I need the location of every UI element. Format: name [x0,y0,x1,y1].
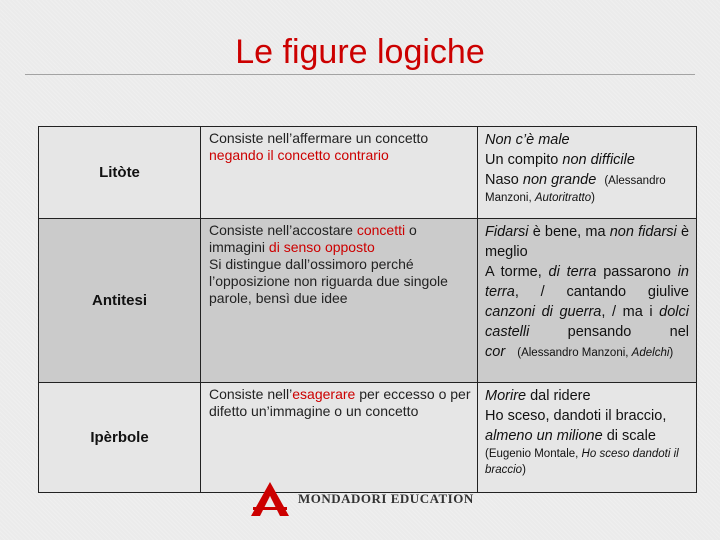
example-text: canzoni di guerra [485,304,602,320]
example-text: è bene, ma [528,224,610,240]
example-text: di terra [548,264,597,280]
example-text: non difficile [562,152,635,168]
example-text: è meglio [485,224,690,260]
term-label: Litòte [99,164,140,181]
title-divider [25,74,695,75]
term-label: Ipèrbole [90,429,149,446]
definition-cell [201,219,478,383]
citation [517,347,673,359]
definition-paragraph [209,222,471,256]
example-text: pensando nel [529,324,689,340]
example-cell [478,219,697,383]
example-text: Un compito [485,152,563,168]
term-cell [39,127,201,219]
example-line [485,130,689,150]
citation-text: (Alessandro Manzoni, [517,347,632,359]
definition-text: Consiste nell’ [209,386,293,402]
example-cell [478,383,697,493]
example-text: cor [485,344,506,360]
definition-paragraph: Si distingue dall’ossimoro perché l’opposizione non riguarda due singole parole, bensì due idee [209,256,448,306]
example-paragraph [485,222,689,262]
example-text: dolci castelli [485,304,689,340]
citation [485,190,689,206]
page-title: Le figure logiche [235,33,485,71]
citation-text: ) [669,347,674,359]
example-line [485,150,689,170]
example-text: Fidarsi [485,224,529,240]
citation-text: (Alessandro [604,175,666,187]
example-text: in terra [485,264,689,300]
definition-text: Consiste nell’accostare [209,222,357,238]
example-text: almeno un milione [485,428,603,444]
example-line [485,386,689,406]
definition-highlight: esagerare [292,386,356,402]
example-text: A torme, [485,264,549,280]
example-text: , / ma i [601,304,660,320]
table-row-litote [39,127,697,219]
citation [485,446,689,478]
citation-text: ) [591,192,595,204]
example-text: Naso [485,172,523,188]
definition-cell [201,383,478,493]
citation-text: (Eugenio Montale, [485,448,582,460]
example-line [485,426,689,446]
example-text: Non c’è male [485,132,570,148]
example-text: , / cantando giulive [514,284,689,300]
figures-table [38,126,697,493]
definition-text: Consiste nell’affermare un concetto [209,130,429,146]
definition-cell [201,127,478,219]
example-line: Ho sceso, dandoti il braccio, [485,408,667,424]
citation-work: Adelchi [631,347,670,359]
term-label: Antitesi [91,292,147,309]
definition-highlight: concetti [356,222,406,238]
mondadori-a-logo-icon [250,481,290,517]
example-text: non grande [522,172,597,188]
citation-text: ) [522,464,526,476]
citation-text: Manzoni, [485,192,535,204]
definition-highlight: negando il concetto contrario [209,147,389,163]
example-paragraph [485,262,689,362]
definition-highlight: di senso opposto [268,239,375,255]
example-text: passarono [596,264,678,280]
term-cell [39,219,201,383]
example-text: Morire [485,388,527,404]
example-text: dal ridere [526,388,591,404]
definition-text: o immagini [209,222,417,255]
table-row-iperbole [39,383,697,493]
citation-work: Ho sceso dandoti il braccio [485,448,679,476]
citation-work: Autoritratto [534,192,592,204]
example-text: non fidarsi [609,224,677,240]
definition-text: per eccesso o per difetto un’immagine o un concetto [209,386,471,419]
publisher-logo [250,480,474,518]
example-text: di scale [602,428,656,444]
publisher-name: MONDADORI EDUCATION [298,491,474,506]
table-row-antitesi [39,219,697,383]
example-line [485,170,689,190]
term-cell [39,383,201,493]
example-cell [478,127,697,219]
